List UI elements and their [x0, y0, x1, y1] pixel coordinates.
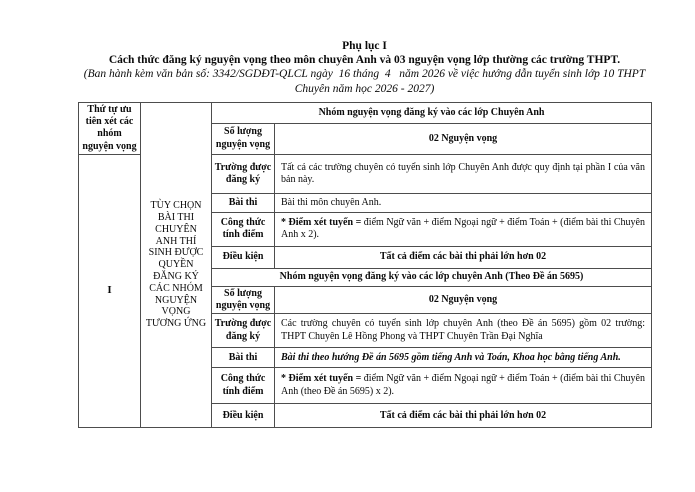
issuance-note-line2: Chuyên năm học 2026 - 2027) [294, 82, 435, 95]
quantity-value-cell-1: 02 Nguyện vọng [275, 123, 652, 154]
section1-header-cell: Nhóm nguyện vọng đăng ký vào các lớp Chuyên Anh [212, 103, 652, 124]
condition-value-cell-2: Tất cả điểm các bài thi phải lớn hơn 02 [275, 404, 652, 428]
schools-value-cell-2: Các trường chuyên có tuyển sinh lớp chuyên Anh (theo Đề án 5695) gồm 02 trường: THPT Chuyên Lê Hồng Phong và THPT Chuyên Trần Đại Nghĩa [275, 314, 652, 348]
condition-label-cell-1: Điều kiện [212, 246, 275, 268]
condition-label-cell-2: Điều kiện [212, 404, 275, 428]
schools-label-cell-1: Trường được đăng ký [212, 154, 275, 193]
registration-table [78, 102, 652, 428]
exam-value-cell-2: Bài thi theo hướng Đề án 5695 gồm tiếng Anh và Toán, Khoa học bằng tiếng Anh. [275, 348, 652, 368]
priority-order-value-cell: I [79, 154, 141, 427]
formula-rest-1: điểm Ngữ văn + điểm Ngoại ngữ + điểm Toán + (điểm bài thi Chuyên Anh x 2). [281, 217, 645, 241]
formula-rest-2: điểm Ngữ văn + điểm Ngoại ngữ + điểm Toán + (điểm bài thi Chuyên Anh (theo Đề án 5695) x 2). [281, 373, 645, 397]
schools-label-cell-2: Trường được đăng ký [212, 314, 275, 348]
section2-header-cell: Nhóm nguyện vọng đăng ký vào các lớp chuyên Anh (Theo Đề án 5695) [212, 268, 652, 286]
exam-label-cell-1: Bài thi [212, 193, 275, 212]
quantity-value-cell-2: 02 Nguyện vọng [275, 286, 652, 313]
formula-lead-1: * Điểm xét tuyển = [281, 217, 362, 229]
schools-value-cell-1: Tất cả các trường chuyên có tuyển sinh lớp Chuyên Anh được quy định tại phần I của văn bản này. [275, 154, 652, 193]
exam-option-note-cell: TÙY CHỌN BÀI THI CHUYÊN ANH THÍ SINH ĐƯỢC QUYỀN ĐĂNG KÝ CÁC NHÓM NGUYỆN VỌNG TƯƠNG ỨNG [141, 103, 212, 428]
priority-order-header-cell: Thứ tự ưu tiên xét các nhóm nguyện vọng [79, 103, 141, 155]
formula-label-cell-1: Công thức tính điểm [212, 212, 275, 246]
formula-value-cell-1 [275, 212, 652, 246]
issuance-note-line1: (Ban hành kèm văn bản số: 3342/SGDĐT-QLCL ngày 16 tháng 4 năm 2026 về việc hướng dẫn tuyển sinh lớp 10 THPT [83, 68, 646, 80]
document-subtitle: Cách thức đăng ký nguyện vọng theo môn chuyên Anh và 03 nguyện vọng lớp thường các trường THPT. [108, 54, 621, 66]
formula-lead-2: * Điểm xét tuyển = [281, 373, 362, 385]
exam-value-cell-1: Bài thi môn chuyên Anh. [275, 193, 652, 212]
quantity-label-cell-1: Số lượng nguyện vọng [212, 123, 275, 154]
condition-value-cell-1: Tất cả điểm các bài thi phải lớn hơn 02 [275, 246, 652, 268]
appendix-title: Phụ lục I [342, 40, 387, 52]
quantity-label-cell-2: Số lượng nguyện vọng [212, 286, 275, 313]
formula-label-cell-2: Công thức tính điểm [212, 368, 275, 404]
document-header [78, 39, 651, 96]
exam-label-cell-2: Bài thi [212, 348, 275, 368]
formula-value-cell-2 [275, 368, 652, 404]
